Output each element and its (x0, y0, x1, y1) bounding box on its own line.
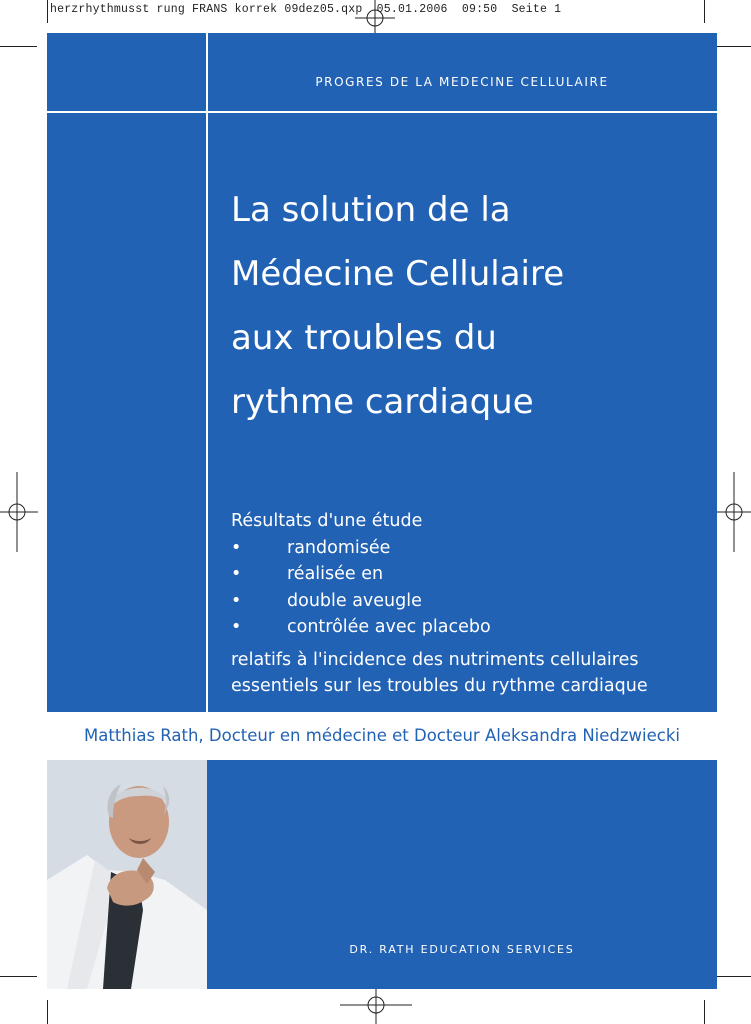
book-title-line: La solution de la (231, 190, 511, 230)
bullet-text: double aveugle (287, 590, 422, 611)
print-slug-line: herzrhythmusst rung FRANS korrek 09dez05.qxp 05.01.2006 09:50 Seite 1 (50, 3, 562, 16)
list-item (231, 535, 648, 562)
book-title (231, 178, 701, 434)
bullet-icon: • (231, 564, 242, 584)
list-item (231, 588, 648, 615)
author-photo (47, 760, 207, 989)
bullet-icon: • (231, 617, 242, 637)
study-bullet-list (231, 535, 648, 641)
results-intro: Résultats d'une étude (231, 511, 423, 531)
list-item (231, 561, 648, 588)
registration-mark-icon (340, 988, 412, 1024)
study-description (231, 508, 648, 699)
bullet-text: randomisée (287, 537, 391, 558)
bullet-text: contrôlée avec placebo (287, 617, 491, 637)
series-title: PROGRES DE LA MEDECINE CELLULAIRE (315, 75, 609, 89)
panel-divider-vertical (206, 33, 208, 712)
study-scope (231, 647, 648, 699)
bullet-icon: • (231, 590, 242, 611)
registration-mark-icon (355, 0, 395, 36)
bullet-icon: • (231, 537, 242, 558)
author-portrait-icon (47, 760, 207, 989)
registration-mark-icon (0, 472, 38, 552)
list-item (231, 614, 648, 641)
publisher-name: DR. RATH EDUCATION SERVICES (349, 943, 575, 956)
panel-divider-horizontal (47, 111, 717, 113)
study-scope-line: relatifs à l'incidence des nutriments cellulaires (231, 649, 639, 670)
study-scope-line: essentiels sur les troubles du rythme cardiaque (231, 675, 648, 696)
book-title-line: aux troubles du (231, 318, 497, 358)
bullet-text: réalisée en (287, 564, 384, 584)
authors-line: Matthias Rath, Docteur en médecine et Docteur Aleksandra Niedzwiecki (84, 726, 680, 745)
book-title-line: Médecine Cellulaire (231, 254, 565, 294)
book-title-line: rythme cardiaque (231, 382, 534, 422)
registration-mark-icon (713, 472, 751, 552)
